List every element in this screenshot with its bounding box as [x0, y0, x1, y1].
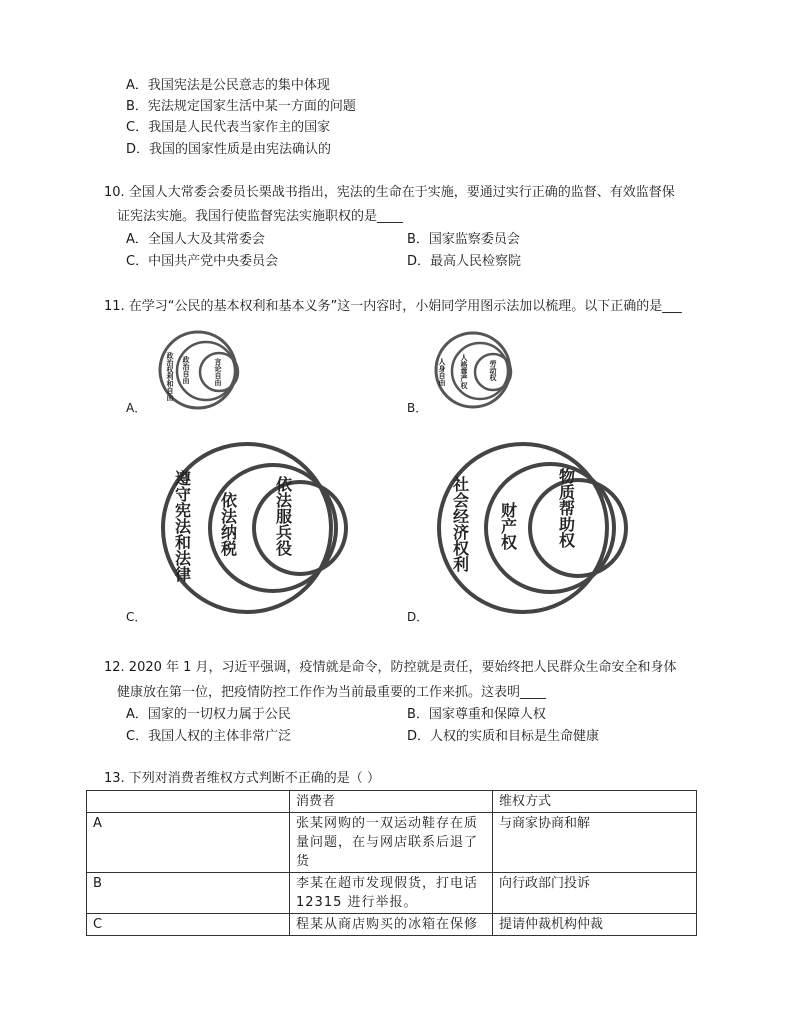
q11-b-middle-label: 人格尊严权: [460, 354, 468, 389]
table-row: [87, 914, 697, 936]
q11-c-outer-label: 遵守宪法和法律: [172, 470, 192, 582]
q9-option-a: A．我国宪法是公民意志的集中体现: [126, 78, 330, 93]
q9-option-d: D．我国的国家性质是由宪法确认的: [126, 142, 332, 157]
q12-option-b: B．国家尊重和保障人权: [407, 707, 546, 722]
q12-option-c: C．我国人权的主体非常广泛: [126, 729, 292, 744]
q11-c-middle-label: 依法纳税: [218, 492, 238, 556]
table-cell-option: A: [87, 813, 290, 873]
q11-diagram-c: [150, 440, 360, 616]
table-cell-option: B: [87, 873, 290, 914]
table-row: [87, 813, 697, 873]
q10-option-b: B．国家监察委员会: [407, 232, 520, 247]
q10-stem-line1: 10. 全国人大常委会委员长栗战书指出，宪法的生命在于实施，要通过实行正确的监督、有效监督保: [104, 185, 675, 200]
q13-stem: 13. 下列对消费者维权方式判断不正确的是（ ）: [104, 771, 380, 786]
q11-diagram-d: [428, 440, 640, 616]
table-header-cell: [87, 791, 290, 813]
q11-option-c-label: C．: [126, 610, 147, 624]
table-header-cell: 维权方式: [493, 791, 697, 813]
table-cell-consumer: 张某网购的一双运动鞋存在质量问题，在与网店联系后退了货: [290, 813, 493, 873]
q11-a-outer-label: 政治权利和自由: [166, 352, 174, 401]
q10-stem-line2: 证宪法实施。我国行使监督宪法实施职权的是____: [117, 209, 404, 224]
q11-a-inner-label: 言论自由: [214, 358, 222, 386]
q11-d-inner-label: 物质帮助权: [556, 468, 576, 548]
q11-option-a-label: A．: [126, 401, 147, 415]
q11-a-middle-label: 政治自由: [182, 356, 190, 384]
q11-c-inner-label: 依法服兵役: [273, 476, 293, 556]
table-cell-method: 向行政部门投诉: [493, 873, 697, 914]
q10-option-d: D．最高人民检察院: [407, 254, 522, 269]
q11-b-inner-label: 劳动权: [489, 360, 497, 381]
q10-option-a: A．全国人大及其常委会: [126, 232, 265, 247]
q11-b-outer-label: 人身自由: [438, 358, 446, 386]
q9-option-b: B．宪法规定国家生活中某一方面的问题: [126, 99, 356, 114]
table-cell-method: 与商家协商和解: [493, 813, 697, 873]
q13-table: [86, 790, 697, 936]
q11-d-outer-label: 社会经济权利: [450, 476, 470, 572]
q11-option-b-label: B．: [407, 401, 428, 415]
table-row: [87, 873, 697, 914]
q12-option-d: D．人权的实质和目标是生命健康: [407, 729, 600, 744]
q12-option-a: A．国家的一切权力属于公民: [126, 707, 291, 722]
table-cell-consumer: 程某从商店购买的冰箱在保修: [290, 914, 493, 936]
table-header-row: [87, 791, 697, 813]
q11-diagram-b: [428, 330, 538, 412]
q11-diagram-a: [148, 330, 258, 412]
q12-stem-line1: 12. 2020 年 1 月，习近平强调，疫情就是命令，防控就是责任，要始终把人民群众生命安全和身体: [104, 660, 677, 675]
q9-option-c: C．我国是人民代表当家作主的国家: [126, 120, 331, 135]
q11-option-d-label: D．: [407, 610, 429, 624]
table-header-cell: 消费者: [290, 791, 493, 813]
table-cell-option: C: [87, 914, 290, 936]
q10-option-c: C．中国共产党中央委员会: [126, 254, 279, 269]
q11-d-middle-label: 财产权: [498, 502, 518, 550]
q12-stem-line2: 健康放在第一位，把疫情防控工作作为当前最重要的工作来抓。这表明____: [117, 685, 547, 700]
q11-stem: 11. 在学习“公民的基本权利和基本义务”这一内容时，小娟同学用图示法加以梳理。以下正确的是___: [104, 299, 682, 314]
table-cell-method: 提请仲裁机构仲裁: [493, 914, 697, 936]
table-cell-consumer: 李某在超市发现假货，打电话12315 进行举报。: [290, 873, 493, 914]
